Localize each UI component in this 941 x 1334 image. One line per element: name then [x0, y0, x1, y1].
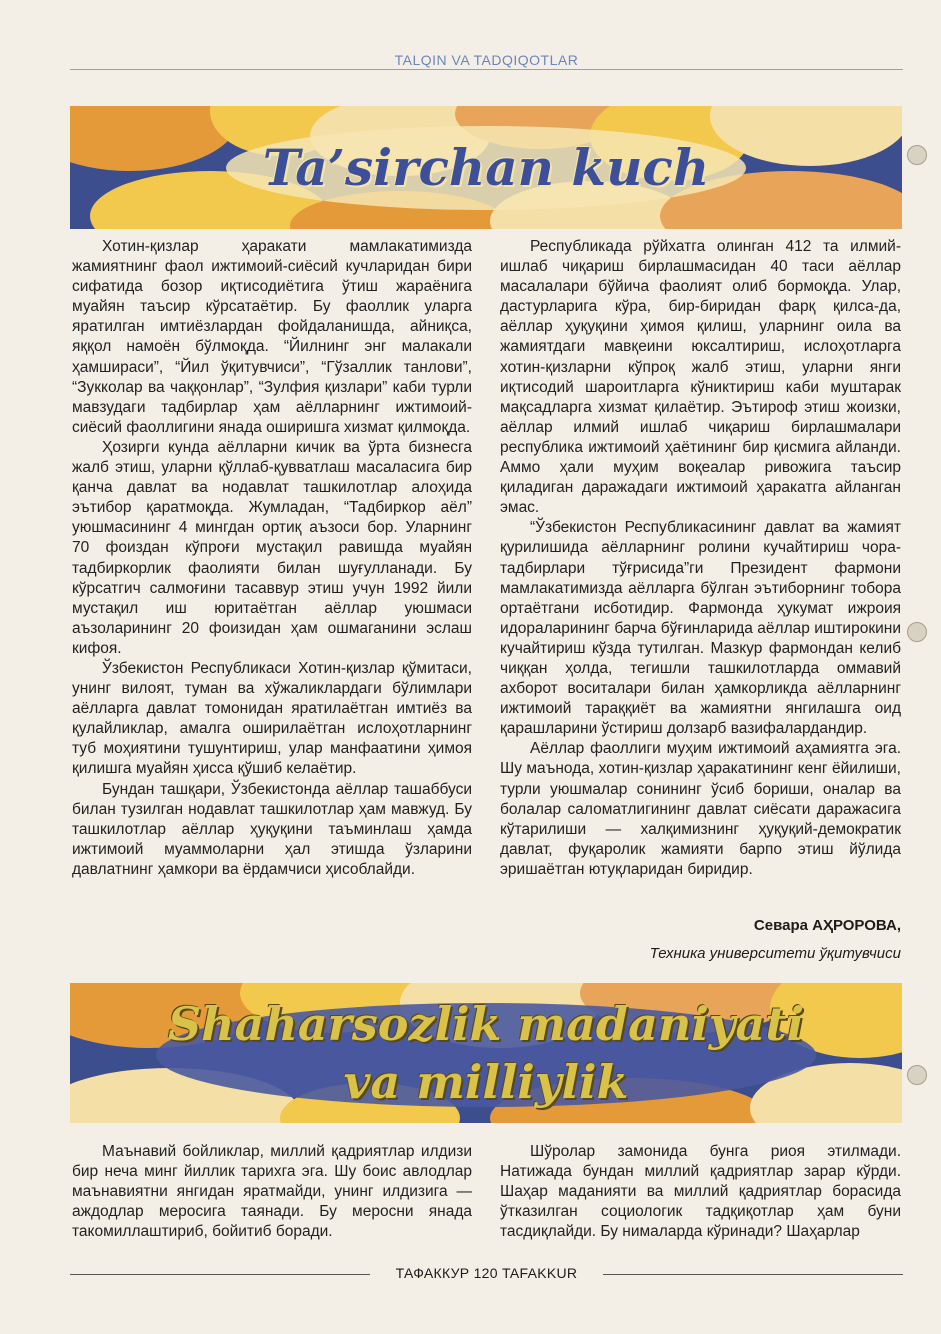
paragraph: Республикада рўйхатга олинган 412 та илмий-ишлаб чиқариш бирлашмасидан 40 таси аёллар масалалари бўйича фаолият олиб бормоқда. Улар, дастурларига кўра, бир-биридан фарқ қилса-да, аёллар ҳуқуқини ҳимоя қилиш, уларнинг оила ва жамиятдаги мавқеини юксалтириш, ислоҳотларга хотин-қизларни кўпроқ жалб этиш, уларни янги иқтисодий шароитларга кўниктириш каби муштарак мақсадларга хизмат қилаётир. Эътироф этиш жоизки, аёллар илмий ишлаб чиқариш бирлашмалари республика ижтимоий ҳаётининг бир қисмига айланди. Аммо ҳали муҳим воқеалар ривожига таъсир қиладиган даражадаги ижтимоий ҳаракатга айланган эмас. — [500, 238, 901, 517]
article2-left-column — [72, 1142, 472, 1242]
article2-title-line1: Shaharsozlik madaniyati — [167, 997, 805, 1051]
page-number-label: ТАФАККУР 120 TAFAKKUR — [388, 1265, 586, 1281]
article2-title-line2: va milliylik — [343, 1055, 629, 1109]
paragraph: Бундан ташқари, Ўзбекистонда аёллар ташаббуси билан тузилган нодавлат ташкилотлар ҳам мавжуд. Бу ташкилотлар аёллар ҳуқуқини таъминлаш ҳамда ижтимоий муаммоларни ҳал этишда ўзларини давлатнинг ҳамкори ва ёрдамчиси ҳисоблайди. — [72, 780, 472, 878]
binder-hole-icon — [907, 145, 927, 165]
section-title: TALQIN VA TADQIQOTLAR — [394, 52, 579, 68]
author-name: Севара АҲРОРОВА, — [753, 917, 901, 934]
paragraph: “Ўзбекистон Республикасининг давлат ва жамият қурилишида аёлларнинг ролини кучайтириш чора-тадбирлари тўғрисида”ги Президент фармони мамлакатимизда аёлларга бўлган эътиборнинг тобора ортаётгани исботидир. Фармонда ҳукумат ижроия идораларининг барча бўғинларида аёллар иштирокини кучайтириш кўзда тутилган. Мазкур фармондан келиб чиққан ҳолда, тегишли ташкилотларда оммавий ахборот воситалари билан ҳамкорликда аёлларнинг ижтимоий тараққиёт ва жамиятни янгилашга оид қарашларини ўстириш долзарб вазифалардандир. — [500, 519, 901, 738]
article2-right-column — [500, 1142, 901, 1242]
header-rule — [70, 69, 903, 70]
page-footer — [70, 1265, 903, 1285]
paragraph: Ўзбекистон Республикаси Хотин-қизлар қўмитаси, унинг вилоят, туман ва хўжаликлардаги бўлимлари аёлларга давлат томонидан яратилаётган имтиёз ва қулайликлар, амалга оширилаётган ислоҳотларнинг туб моҳиятини тушунтириш, улар манфаатини ҳимоя қилишга муайян ҳисса қўшиб келаётир. — [72, 659, 472, 778]
running-header — [70, 50, 903, 72]
article1-left-column — [72, 237, 472, 880]
binder-hole-icon — [907, 622, 927, 642]
binder-hole-icon — [907, 1065, 927, 1085]
article1-banner — [70, 106, 902, 229]
paragraph: Хотин-қизлар ҳаракати мамлакатимизда жамиятнинг фаол ижтимоий-сиёсий кучларидан бири сифатида бозор иқтисодиётига ўтиш жараёнига муайян таъсир кўрсатаётир. Бу фаоллик уларга яратилган имтиёзлардан фойдаланишда, айниқса, яққол намоён бўлмоқда. “Йилнинг энг малакали ҳамшираси”, “Йил ўқитувчиси”, “Гўзаллик танлови”, “Зукколар ва чаққонлар”, “Зулфия қизлари” каби турли мавзудаги тадбирлар ҳам аёлларнинг ижтимоий-сиёсий фаоллигини янада оширишга хизмат қилмоқда. — [72, 238, 472, 436]
author-role: Техника университети ўқитувчиси — [649, 945, 901, 962]
paragraph: Шўролар замонида бунга риоя этилмади. Натижада бундан миллий қадриятлар зарар кўрди. Шаҳар маданияти ва миллий қадриятлар борасида ўтказилган социологик тадқиқотлар ҳам буни тасдиқлайди. Бу нималарда кўринади? Шаҳарлар — [500, 1143, 901, 1241]
paragraph: Аёллар фаоллиги муҳим ижтимоий аҳамиятга эга. Шу маънода, хотин-қизлар ҳаракатининг кенг ёйилиши, турли уюшмалар сонининг ўсиб бориши, оналар ва болалар саломатлигининг давлат сиёсати даражасига кўтарилиши — халқимизнинг ҳуқуқий-демократик давлат, фуқаролик жамияти барпо этиш йўлида эришаётган ютуқларидан биридир. — [500, 740, 901, 878]
footer-text — [70, 1265, 903, 1281]
paragraph: Маънавий бойликлар, миллий қадриятлар илдизи бир неча минг йиллик тарихга эга. Шу боис авлодлар маънавиятни янгидан яратмайди, унинг илдизига — аждодлар меросига таянади. Бу меросни янада такомиллаштириб, бойитиб боради. — [72, 1143, 472, 1241]
article1-right-column — [500, 237, 901, 880]
paragraph: Ҳозирги кунда аёлларни кичик ва ўрта бизнесга жалб этиш, уларни қўллаб-қувватлаш масаласига бир қанча давлат ва нодавлат ташкилотлар алоҳида эътибор қаратмоқда. Жумладан, “Тадбиркор аёл” уюшмасининг 4 мингдан ортиқ аъзоси бор. Уларнинг 70 фоиздан кўпроғи мустақил равишда муайян тадбиркорлик фаолияти билан шуғулланади. Бу кўрсатгич салмоғини тасаввур этиш учун 1992 йили мустақил иш юритаётган аёллар уюшмаси аъзоларининг 20 фоизидан ҳам ошмаганини эслаш кифоя. — [72, 438, 472, 657]
article2-banner — [70, 983, 902, 1123]
article1-title: Ta’sirchan kuch — [262, 138, 710, 197]
